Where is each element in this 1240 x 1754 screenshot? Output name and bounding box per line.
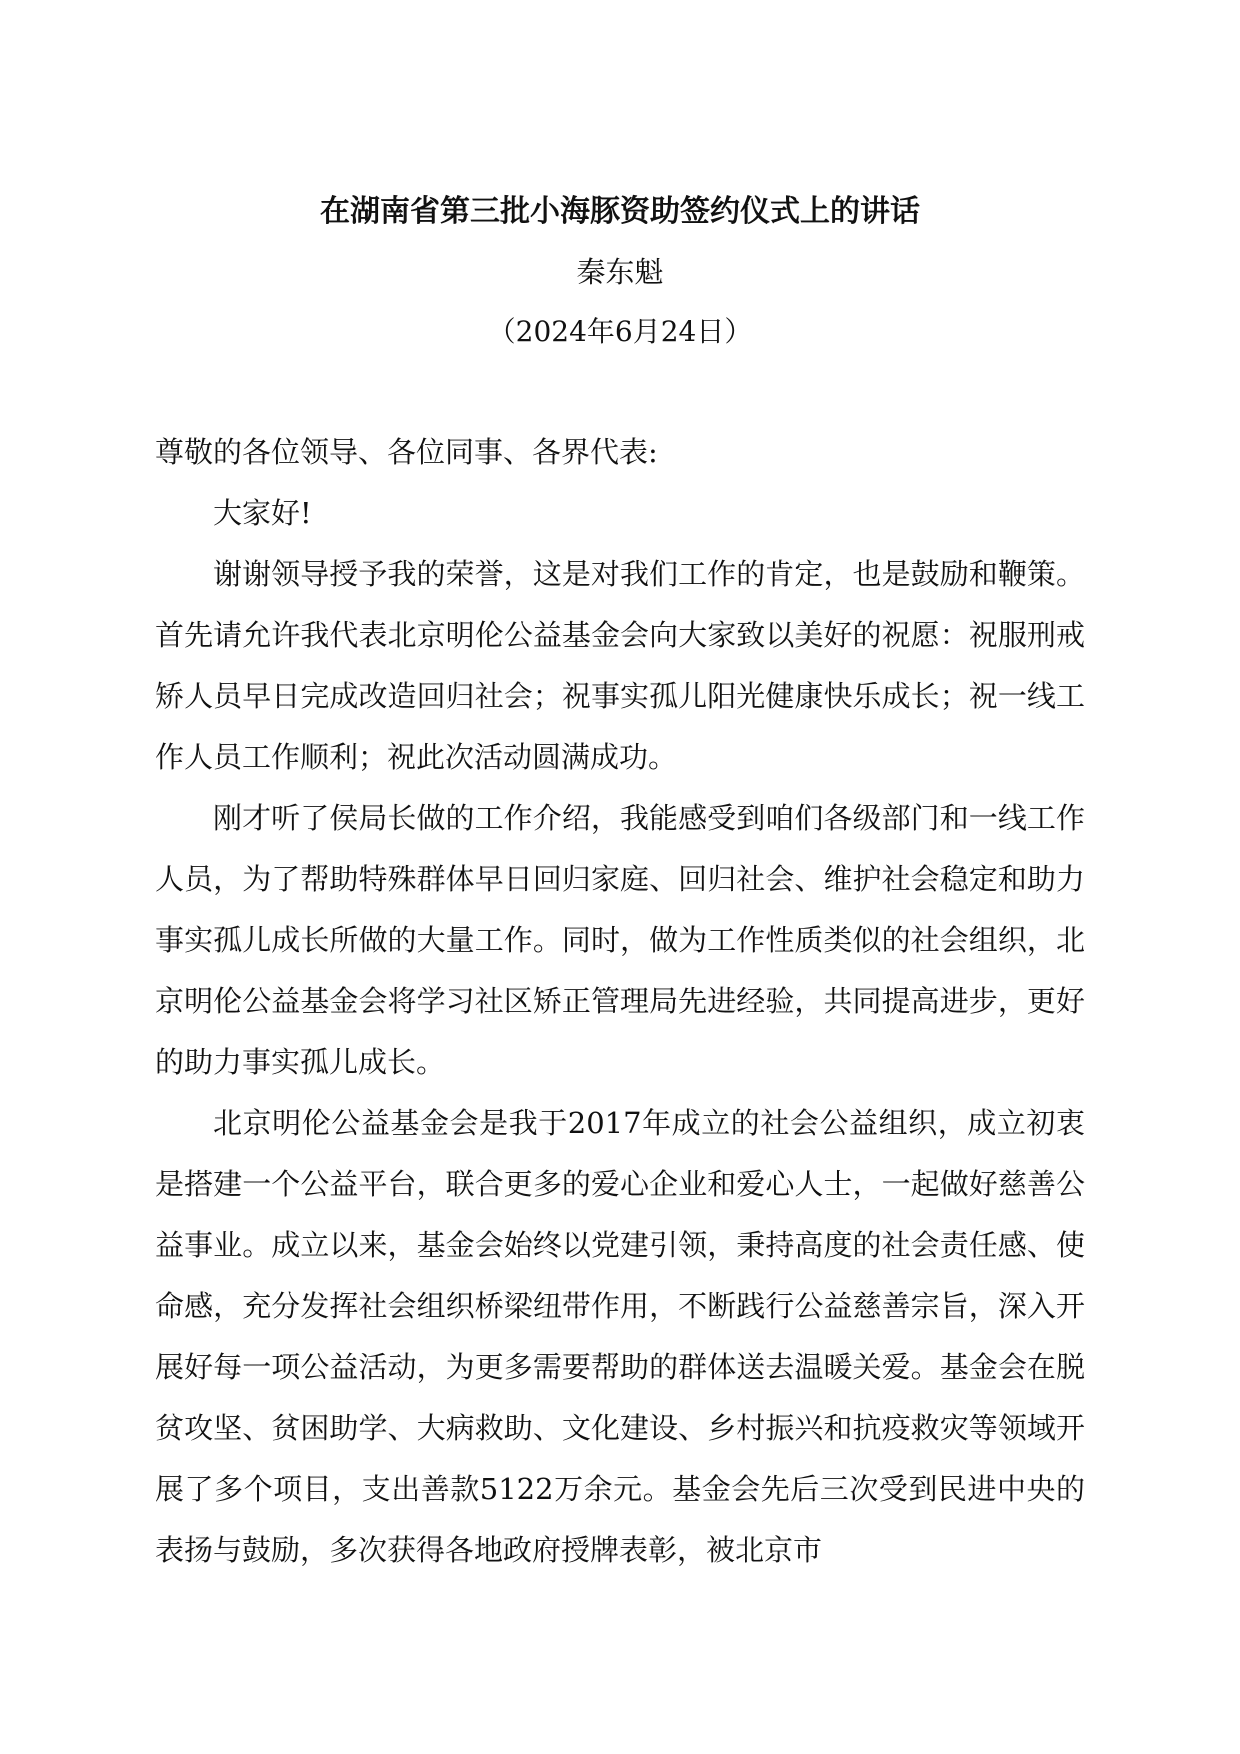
- document-author: 秦东魁: [576, 255, 664, 289]
- salutation: 尊敬的各位领导、各位同事、各界代表:: [155, 435, 658, 469]
- document-title: 在湖南省第三批小海豚资助签约仪式上的讲话: [320, 194, 920, 229]
- document-body: [155, 422, 1085, 1581]
- paragraph-3: 北京明伦公益基金会是我于2017年成立的社会公益组织，成立初衷是搭建一个公益平台，联合更多的爱心企业和爱心人士，一起做好慈善公益事业。成立以来，基金会始终以党建引领，秉持高度的社会责任感、使命感，充分发挥社会组织桥梁纽带作用，不断践行公益慈善宗旨，深入开展好每一项公益活动，为更多需要帮助的群体送去温暖关爱。基金会在脱贫攻坚、贫困助学、大病救助、文化建设、乡村振兴和抗疫救灾等领域开展了多个项目，支出善款5122万余元。基金会先后三次受到民进中央的表扬与鼓励，多次获得各地政府授牌表彰，被北京市: [155, 1106, 1085, 1567]
- greeting: 大家好!: [213, 496, 312, 530]
- document-date: （2024年6月24日）: [487, 315, 753, 348]
- paragraph-1: 谢谢领导授予我的荣誉，这是对我们工作的肯定，也是鼓励和鞭策。首先请允许我代表北京明伦公益基金会向大家致以美好的祝愿：祝服刑戒矫人员早日完成改造回归社会；祝事实孤儿阳光健康快乐成长；祝一线工作人员工作顺利；祝此次活动圆满成功。: [155, 557, 1085, 774]
- paragraph-2: 刚才听了侯局长做的工作介绍，我能感受到咱们各级部门和一线工作人员，为了帮助特殊群体早日回归家庭、回归社会、维护社会稳定和助力事实孤儿成长所做的大量工作。同时，做为工作性质类似的社会组织，北京明伦公益基金会将学习社区矫正管理局先进经验，共同提高进步，更好的助力事实孤儿成长。: [155, 801, 1085, 1079]
